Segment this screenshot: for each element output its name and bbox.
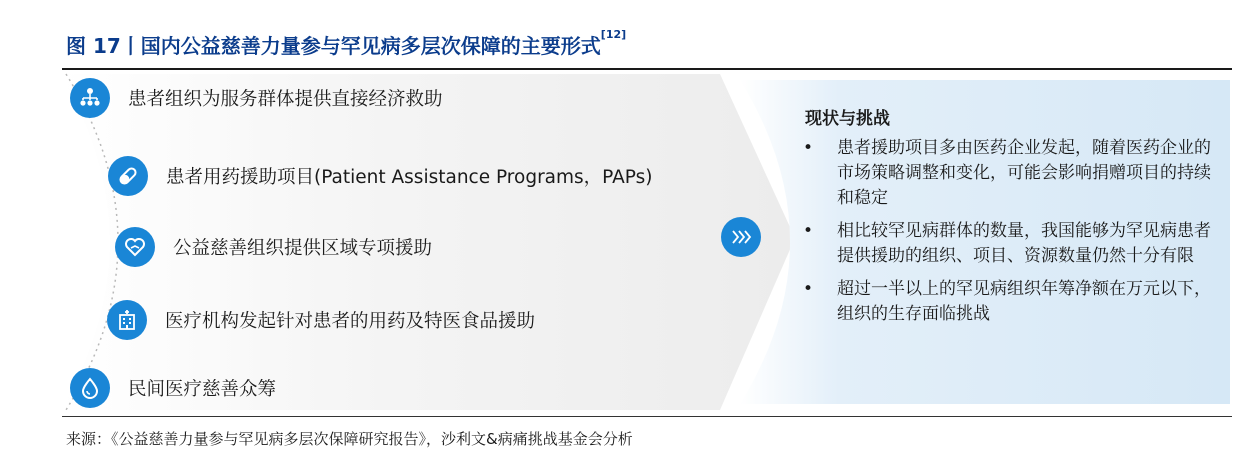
list-item: • 超过一半以上的罕见病组织年筹净额在万元以下，组织的生存面临挑战 [803,279,1211,324]
form-item [70,78,443,118]
bullet-mark: • [803,221,814,241]
form-item [115,227,432,267]
challenges-list [799,136,1219,335]
pill-icon [108,156,148,196]
form-label: 医疗机构发起针对患者的用药及特医食品援助 [165,311,536,332]
bullet-mark: • [803,279,814,299]
drop-icon [70,368,110,408]
form-label: 民间医疗慈善众筹 [128,379,277,400]
figure-title: 图 17丨国内公益慈善力量参与罕见病多层次保障的主要形式[12] [66,28,627,58]
form-label: 公益慈善组织提供区域专项援助 [173,238,433,259]
form-label: 患者用药援助项目(Patient Assistance Programs，PAPs) [166,167,653,188]
challenges-panel [787,86,1227,396]
bullet-mark: • [803,138,814,158]
list-item: • 相比较罕见病群体的数量，我国能够为罕见病患者提供援助的组织、项目、资源数量仍然十分有限 [803,221,1211,266]
source-note: 来源：《公益慈善力量参与罕见病多层次保障研究报告》，沙利文&病痛挑战基金会分析 [66,430,633,448]
hospital-icon [107,300,147,340]
form-item [107,300,535,340]
form-item [108,156,652,196]
panel-title: 现状与挑战 [805,109,890,129]
form-label: 患者组织为服务群体提供直接经济救助 [128,89,443,110]
heart-hand-icon [115,227,155,267]
list-item: • 患者援助项目多由医药企业发起，随着医药企业的市场策略调整和变化，可能会影响捐赠项目的持续和稳定 [803,138,1211,208]
organization-icon [70,78,110,118]
form-item [70,368,276,408]
figure-reference: [12] [600,28,627,41]
chevrons-right-icon [721,217,761,257]
bottom-rule [62,416,1232,417]
